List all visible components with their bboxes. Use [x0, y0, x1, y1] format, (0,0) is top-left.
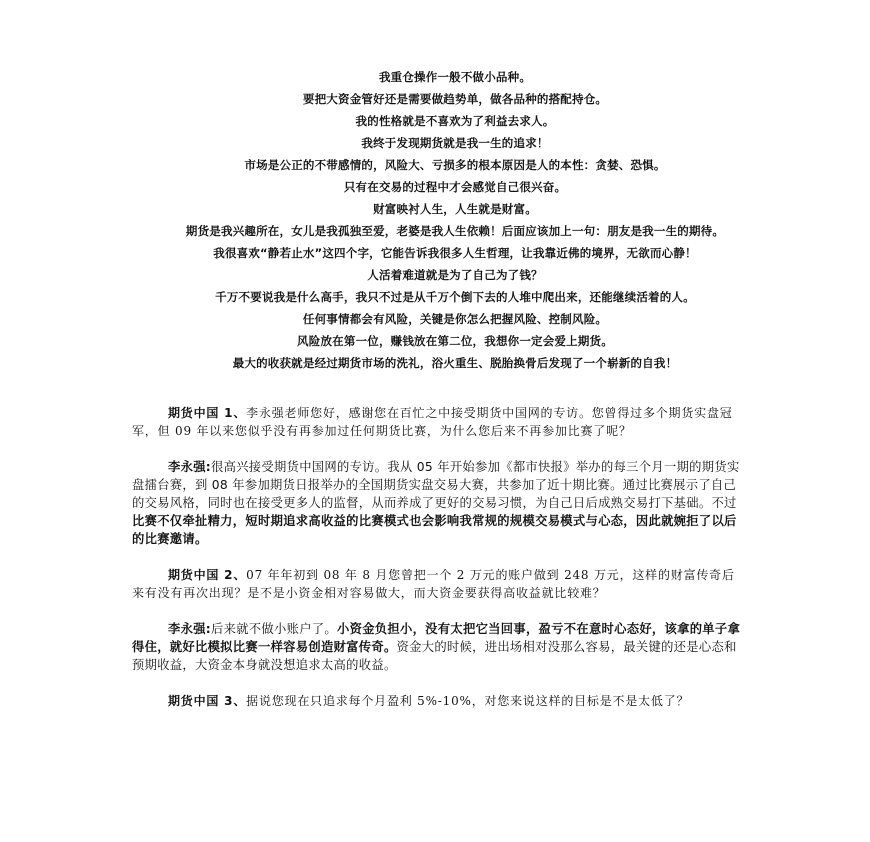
question-2 — [132, 566, 742, 602]
question-lead: 期货中国 2、 — [168, 568, 247, 582]
quote-item: 财富映衬人生，人生就是财富。 — [373, 202, 537, 216]
quote-item: 任何事情都会有风险，关键是你怎么把握风险、控制风险。 — [302, 312, 608, 326]
quote-item: 人活着难道就是为了自己为了钱？ — [367, 268, 543, 282]
quote-item: 市场是公正的不带感情的，风险大、亏损多的根本原因是人的本性：贪婪、恐惧。 — [244, 158, 666, 172]
answer-2 — [132, 620, 742, 674]
quote-item: 千万不要说我是什么高手，我只不过是从千万个倒下去的人堆中爬出来，还能继续活着的人。 — [215, 290, 695, 304]
answer-emphasis: 小资金负担小，没有太把它当回事，盈亏不在意时心态好，该拿的单子拿得住，就好比模拟比赛一样容易创造财富传奇。 — [132, 622, 741, 654]
quote-item: 我重仓操作一般不做小品种。 — [378, 70, 532, 84]
question-text: 李永强老师您好，感谢您在百忙之中接受期货中国网的专访。您曾得过多个期货实盘冠军，但 09 年以来您似乎没有再参加过任何期货比赛，为什么您后来不再参加比赛了呢？ — [132, 406, 733, 438]
answer-text: 后来就不做小账户了。 — [211, 622, 337, 636]
question-text: 07 年年初到 08 年 8 月您曾把一个 2 万元的账户做到 248 万元，这样的财富传奇后来有没有再次出现？是不是小资金相对容易做大，而大资金要获得高收益就比较难？ — [132, 568, 735, 600]
question-1 — [132, 404, 742, 440]
answer-emphasis: 比赛不仅牵扯精力，短时期追求高收益的比赛模式也会影响我常规的规模交易模式与心态，因此就婉拒了以后的比赛邀请。 — [132, 514, 737, 546]
quote-item: 风险放在第一位，赚钱放在第二位，我想你一定会爱上期货。 — [297, 334, 613, 348]
interview-section — [132, 404, 742, 728]
answer-1 — [132, 458, 742, 548]
answer-lead: 李永强: — [168, 460, 212, 474]
quote-item: 我很喜欢“静若止水”这四个字，它能告诉我很多人生哲理，让我靠近佛的境界，无欲而心静！ — [213, 246, 697, 260]
quote-item: 最大的收获就是经过期货市场的洗礼，浴火重生、脱胎换骨后发现了一个崭新的自我！ — [232, 356, 678, 370]
answer-text: 很高兴接受期货中国网的专访。我从 05 年开始参加《都市快报》举办的每三个月一期的期货实盘擂台赛，到 08 年参加期货日报举办的全国期货实盘交易大赛，共参加了近十期比赛。通过比赛展示了自己的交易风格，同时也在接受更多人的监督，从而养成了更好的交易习惯，为自己日后成熟交易打下基础。不过 — [132, 460, 740, 510]
question-lead: 期货中国 3、 — [168, 694, 247, 708]
quote-item: 期货是我兴趣所在，女儿是我孤独至爱，老婆是我人生依赖！后面应该加上一句：朋友是我一生的期待。 — [185, 224, 725, 238]
quote-item: 只有在交易的过程中才会感觉自己很兴奋。 — [343, 180, 567, 194]
answer-lead: 李永强: — [168, 622, 212, 636]
question-3 — [132, 692, 742, 710]
quote-item: 我终于发现期货就是我一生的追求！ — [361, 136, 549, 150]
question-text: 据说您现在只追求每个月盈利 5%-10%，对您来说这样的目标是不是太低了？ — [246, 694, 690, 708]
quote-list — [160, 68, 750, 376]
question-lead: 期货中国 1、 — [168, 406, 247, 420]
quote-item: 我的性格就是不喜欢为了利益去求人。 — [355, 114, 555, 128]
answer-text: 资金大的时候，进出场相对没那么容易，最关键的还是心态和预期收益，大资金本身就没想追求太高的收益。 — [132, 640, 737, 672]
quote-item: 要把大资金管好还是需要做趋势单，做各品种的搭配持仓。 — [302, 92, 608, 106]
